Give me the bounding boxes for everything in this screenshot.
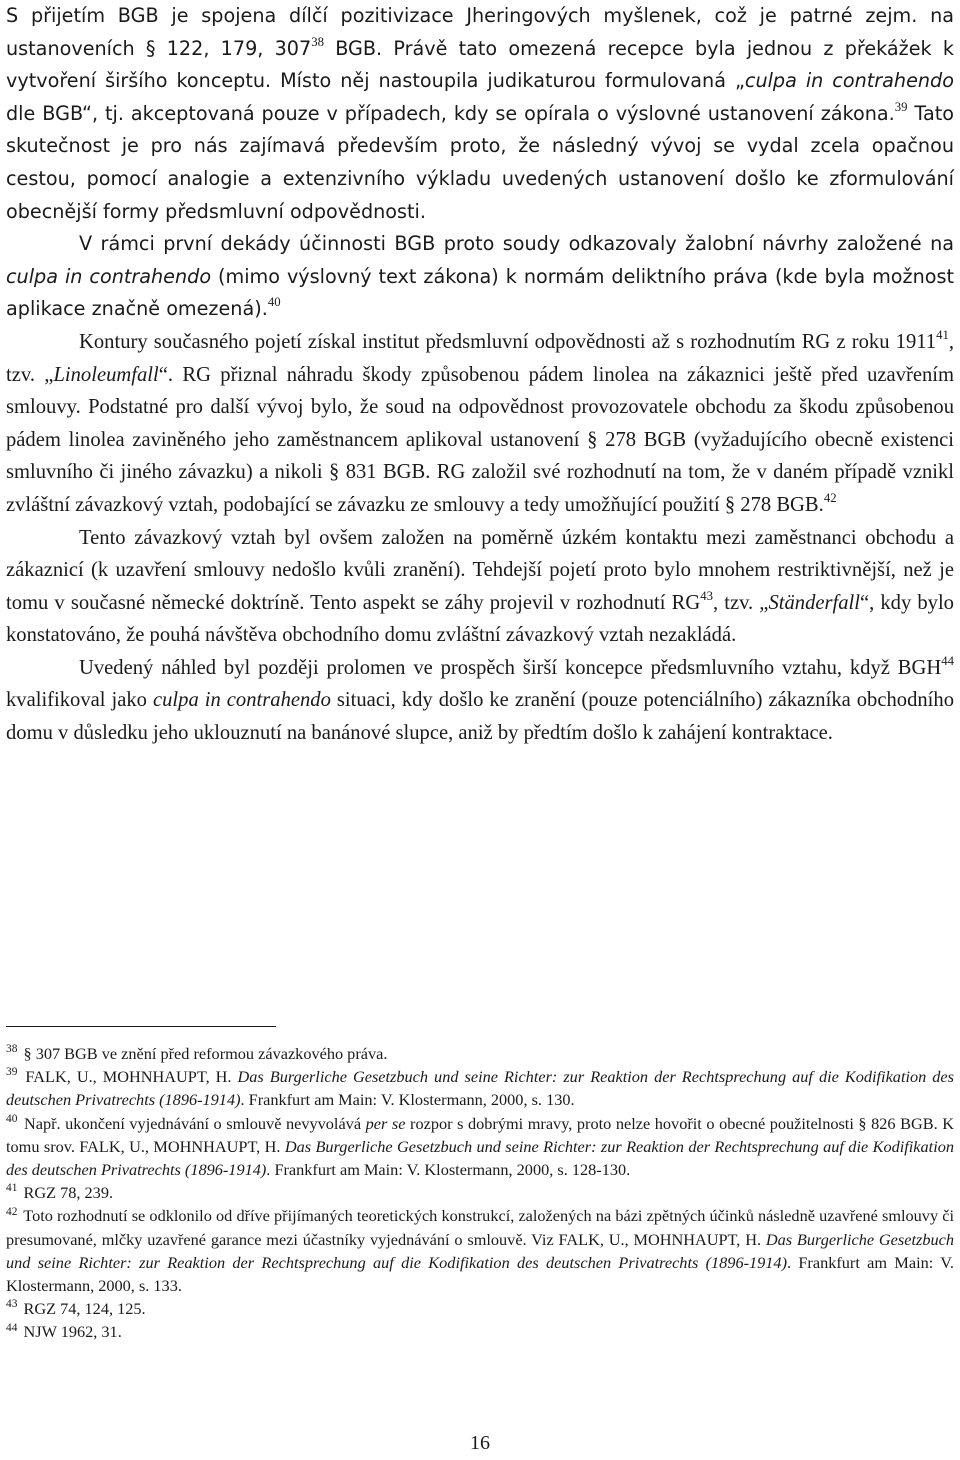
footnote-text: rozpor s dobrými mravy, proto nelze hovořit o obecné použitelnosti § 826 BGB. K tomu srov. FALK, U., MOHNHAUPT, H. [6,1113,954,1156]
footnote-text: NJW 1962, 31. [19,1322,122,1342]
footnote-41 [6,1181,954,1204]
footnote-text: Toto rozhodnutí se odklonilo od dříve přijímaných teoretických konstrukcí, založených na bázi zpětných účinků následně uzavřené smlouvy či presumované, mlčky uzavřené garance mezi účastníky vyjednávání o smlouvě. Viz FALK, U., MOHNHAUPT, H. [6,1206,954,1249]
footnote-ref-40: 40 [267,295,281,310]
footnote-44 [6,1320,954,1343]
footnote-number: 41 [6,1182,18,1195]
paragraph-text: Tato skutečnost je pro nás zajímavá především proto, že následný vývoj se vydal zcela opačnou cestou, pomocí analogie a extenzivního výkladu uvedených ustanovení došlo ke zformulování obecnější formy předsmluvní odpovědnosti. [6,101,954,223]
paragraph-4 [6,522,954,652]
footnote-text: . Frankfurt am Main: V. Klostermann, 2000, s. 128-130. [266,1160,631,1180]
footnote-43 [6,1297,954,1320]
footnote-ref-43: 43 [700,588,713,603]
footnote-number: 38 [6,1043,18,1056]
footnote-divider [6,1026,276,1027]
paragraph-text: dle BGB“, tj. akceptovaná pouze v případech, kdy se opírala o výslovné ustanovení zákona. [6,101,895,125]
page-number: 16 [470,1432,490,1454]
paragraph-text: Uvedený náhled byl později prolomen ve prospěch širší koncepce předsmluvního vztahu, když BGH [79,656,942,679]
paragraph-italic: Linoleumfall [53,363,159,386]
footnote-italic: Das Burgerliche Gesetzbuch und seine Richter: zur Reaktion der Rechtsprechung auf die Kodifikation des deutschen Privatrechts (1896-1914) [6,1136,954,1180]
footnote-number: 39 [6,1066,18,1079]
footnote-text: RGZ 74, 124, 125. [19,1299,146,1319]
paragraph-italic: Ständerfall [768,591,860,614]
footnote-number: 40 [6,1112,18,1125]
paragraph-text: kvalifikoval jako [6,689,153,712]
footnote-italic: Das Burgerliche Gesetzbuch und seine Richter: zur Reaktion der Rechtsprechung auf die Kodifikation des deutschen Privatrechts (1896-1914) [6,1229,954,1272]
footnote-text: . Frankfurt am Main: V. Klostermann, 2000, s. 130. [240,1090,575,1110]
paragraph-text: V rámci první dekády účinnosti BGB proto soudy odkazovaly žalobní návrhy založené na [79,232,954,256]
footnote-38 [6,1042,954,1065]
footnote-text: FALK, U., MOHNHAUPT, H. [19,1067,238,1087]
paragraph-3 [6,326,954,522]
footnote-ref-39: 39 [894,99,908,114]
footnote-text: Např. ukončení vyjednávání o smlouvě nevyvolává [19,1113,366,1133]
paragraph-text: S přijetím BGB je spojena dílčí pozitivizace Jheringových myšlenek, což je patrné zejm. na ustanoveních § 122, 179, 307 [6,4,954,60]
footnote-ref-41: 41 [936,327,949,342]
footnote-italic: Das Burgerliche Gesetzbuch und seine Richter: zur Reaktion der Rechtsprechung auf die Kodifikation des deutschen Privatrechts (1896-1914) [6,1067,954,1110]
paragraph-text: (mimo výslovný text zákona) k normám deliktního práva (kde byla možnost aplikace značně omezená). [6,264,954,321]
paragraph-text: BGB. Právě tato omezená recepce byla jednou z překážek k vytvoření širšího konceptu. Místo něj nastoupila judikaturou formulovaná „ [6,36,954,93]
paragraph-text: , tzv. „ [712,591,769,614]
paragraph-italic: culpa in contrahendo [6,264,212,288]
paragraph-text: Tento závazkový vztah byl ovšem založen na poměrně úzkém kontaktu mezi zaměstnanci obchodu a zákaznicí (k uzavření smlouvy nedošlo kvůli zranění). Tehdejší pojetí proto bylo mnohem restriktivnější, než je tomu v současné německé doktríně. Tento aspekt se záhy projevil v rozhodnutí RG [6,526,954,614]
footnote-number: 43 [6,1298,18,1311]
footnote-ref-38: 38 [311,34,324,49]
footnote-ref-44: 44 [941,653,954,668]
footnotes [6,1042,954,1344]
paragraph-text: Kontury současného pojetí získal institut předsmluvní odpovědnosti až s rozhodnutím RG z roku 1911 [79,330,937,353]
paragraph-text: situaci, kdy došlo ke zranění (pouze potenciálního) zákazníka obchodního domu v důsledku jeho uklouznutí na banánové slupce, aniž by předtím došlo k zahájení kontraktace. [6,689,955,745]
paragraph-text: “, kdy bylo konstatováno, že pouhá návštěva obchodního domu zvláštní závazkový vztah nezakládá. [6,591,954,647]
paragraph-5 [6,652,954,750]
paragraph-italic: culpa in contrahendo [153,689,331,712]
body-text [6,0,954,750]
footnote-number: 44 [6,1321,18,1334]
paragraph-1 [6,0,954,228]
footnote-ref-42: 42 [823,490,837,505]
footnote-italic: per se [365,1113,406,1133]
footnote-text: § 307 BGB ve znění před reformou závazkového práva. [19,1044,388,1063]
footnote-39 [6,1065,954,1111]
footnote-40 [6,1112,954,1182]
footnote-42 [6,1204,954,1297]
footnote-number: 42 [6,1205,18,1218]
document-page [6,0,954,1460]
footnote-text: . Frankfurt am Main: V. Klostermann, 2000, s. 133. [6,1252,954,1296]
paragraph-2 [6,228,954,326]
paragraph-italic: culpa in contrahendo [744,69,954,93]
paragraph-text: “. RG přiznal náhradu škody způsobenou pádem linolea na zákaznici ještě před uzavřením smlouvy. Podstatné pro další vývoj bylo, že soud na odpovědnost provozovatele obchodu za škodu způsobenou pádem linolea zaviněného jeho zaměstnancem aplikoval ustanovení § 278 BGB (vyžadujícího obecně existenci smluvního či jiného závazku) a nikoli § 831 BGB. RG založil své rozhodnutí na tom, že v daném případě vznikl zvláštní závazkový vztah, podobající se závazku ze smlouvy a tedy umožňující použití § 278 BGB. [6,363,955,516]
footnote-text: RGZ 78, 239. [19,1183,114,1203]
paragraph-text: , tzv. „ [6,330,954,386]
